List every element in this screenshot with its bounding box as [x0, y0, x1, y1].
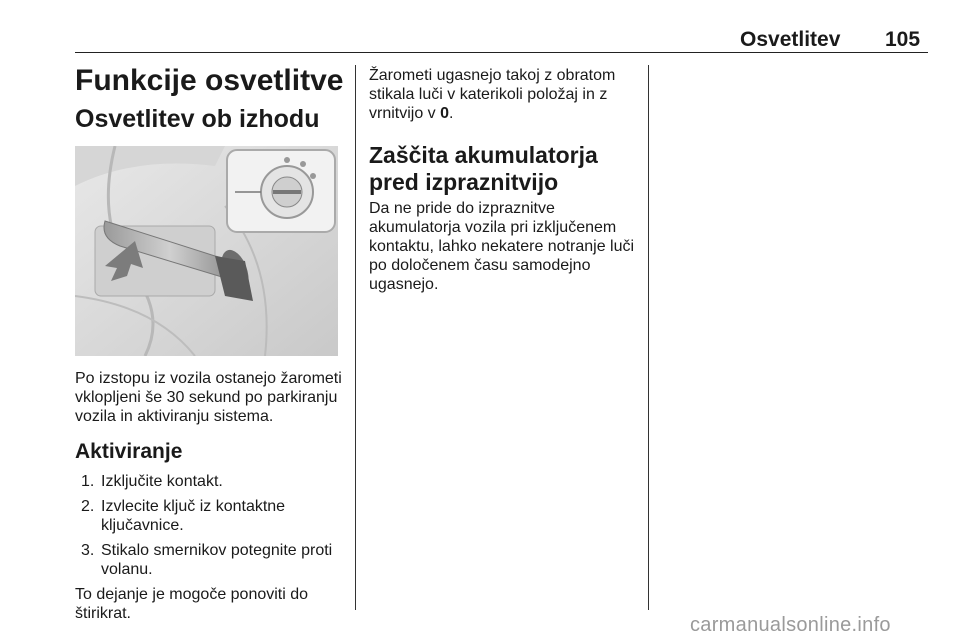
- column-divider-1: [355, 65, 356, 610]
- battery-protection-heading: Zaščita akumulatorja pred izpraznitvijo: [369, 142, 598, 195]
- left-column: [75, 62, 345, 623]
- activation-heading: Aktiviranje: [75, 440, 183, 463]
- page-number: 105: [885, 28, 921, 51]
- column-divider-2: [648, 65, 649, 610]
- activation-steps: [75, 472, 345, 579]
- list-item: 2. Izvlecite ključ iz kontaktne ključavnice.: [81, 498, 286, 534]
- watermark: carmanualsonline.info: [690, 614, 891, 636]
- main-heading: Funkcije osvetlitve: [75, 64, 344, 97]
- headlights-off-note: Žarometi ugasnejo takoj z obratom stikala luči v katerikoli položaj in z vrnitvijo v 0.: [369, 67, 616, 122]
- list-item: 1. Izključite kontakt.: [81, 473, 223, 490]
- battery-protection-text: Da ne pride do izpraznitve akumulatorja vozila pri izključenem kontaktu, lahko nekatere notranje luči po določenem času samodejno ugasnejo.: [369, 200, 635, 293]
- repeat-note: To dejanje je mogoče ponoviti do štirikrat.: [75, 586, 309, 622]
- section-title: Osvetlitev: [740, 28, 841, 51]
- illustration-svg: [75, 146, 338, 356]
- section-heading: Osvetlitev ob izhodu: [75, 105, 320, 133]
- light-switch-icon: [227, 150, 335, 232]
- position-zero-symbol: 0: [440, 105, 450, 122]
- stalk-illustration: [75, 146, 338, 356]
- list-item: 3. Stikalo smernikov potegnite proti volanu.: [81, 542, 333, 578]
- exit-lighting-description: Po izstopu iz vozila ostanejo žarometi vklopljeni še 30 sekund po parkiranju vozila in aktiviranju sistema.: [75, 370, 342, 425]
- right-column: [369, 62, 639, 294]
- header-rule: [75, 52, 928, 53]
